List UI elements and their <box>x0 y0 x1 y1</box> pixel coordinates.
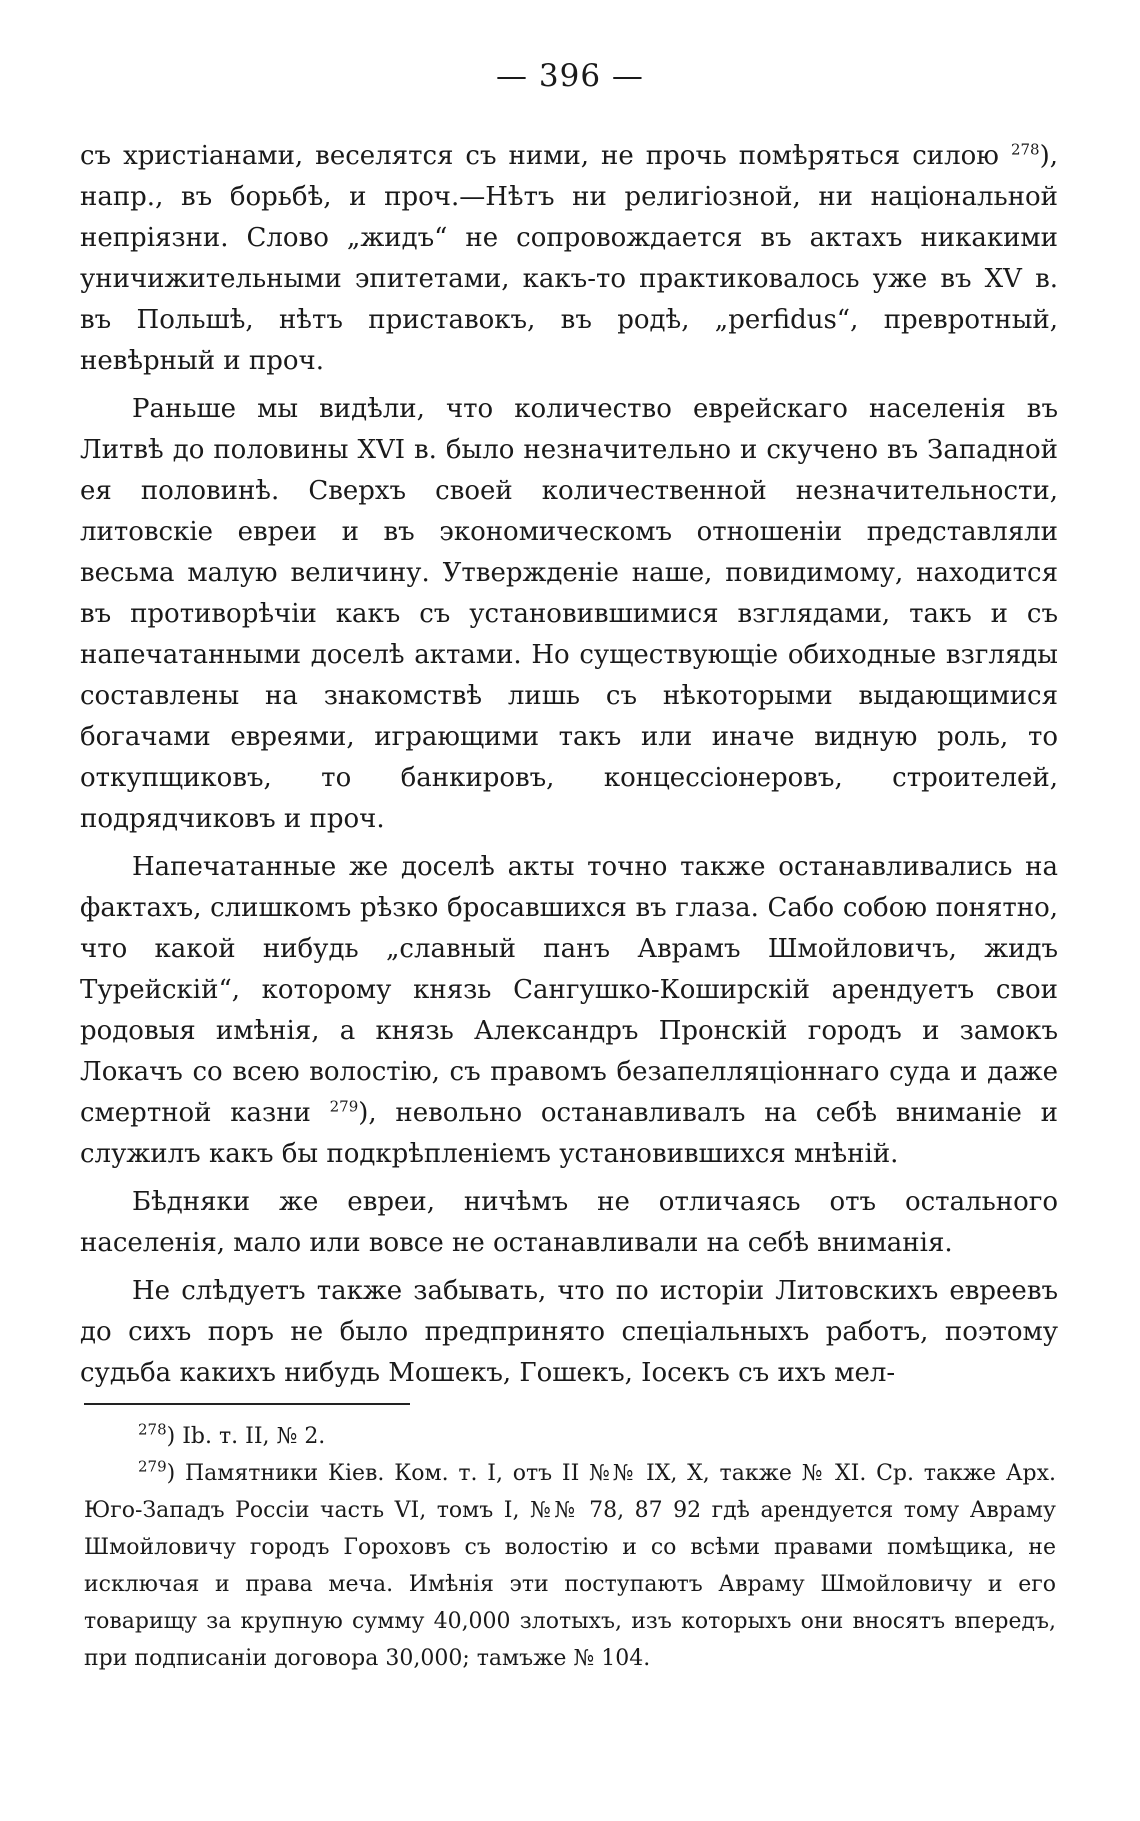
paragraph-2: Раньше мы видѣли, что количество еврейскаго населенія въ Литвѣ до половины XVI в. было незначительно и скучено въ Западной ея половинѣ. Сверхъ своей количественной незначительности, литовскіе евреи и въ экономическомъ отношеніи представляли весьма малую величину. Утвержденіе наше, повидимому, находится въ противорѣчіи какъ съ установившимися взглядами, такъ и съ напечатанными доселѣ актами. Но существующіе обиходные взгляды составлены на знакомствѣ лишь съ нѣкоторыми выдающимися богачами евреями, играющими такъ или иначе видную роль, то откупщиковъ, то банкировъ, концессіонеровъ, строителей, подрядчиковъ и проч. <box>80 394 1058 834</box>
footnote-ref-278: 278 <box>1010 140 1040 159</box>
footnote-278 <box>84 1418 1056 1455</box>
footnote-279 <box>84 1455 1056 1677</box>
footnote-number: 279 <box>138 1457 167 1476</box>
footnote-divider <box>84 1403 410 1405</box>
paragraph-5: Не слѣдуетъ также забывать, что по исторіи Литовскихъ евреевъ до сихъ поръ не было предпринято спеціальныхъ работъ, поэтому судьба какихъ нибудь Мошекъ, Гошекъ, Іосекъ съ ихъ мел- <box>80 1276 1058 1388</box>
paragraph-4: Бѣдняки же евреи, ничѣмъ не отличаясь отъ остального населенія, мало или вовсе не останавливали на себѣ вниманія. <box>80 1187 1058 1258</box>
paragraph-1 <box>80 136 1058 382</box>
paragraph-1-text-a: съ христіанами, веселятся съ ними, не прочь помѣряться силою <box>80 141 1011 171</box>
footnotes <box>84 1418 1056 1677</box>
footnote-ref-279: 279 <box>329 1097 359 1116</box>
footnote-number: 278 <box>138 1420 167 1439</box>
footnote-text: ) Памятники Кіев. Ком. т. I, отъ II №№ IX, X, также № XI. Ср. также Арх. Юго-Западъ Россіи часть VI, томъ I, №№ 78, 87 92 гдѣ арендуется тому Авраму Шмойловичу городъ Гороховъ съ волостію и со всѣми правами помѣщика, не исключая и права меча. Имѣнія эти поступаютъ Авраму Шмойловичу и его товарищу за крупную сумму 40,000 злотыхъ, изъ которыхъ они вносятъ впередъ, при подписаніи договора 30,000; тамъже № 104. <box>84 1461 1056 1671</box>
paragraph-3-text-b: ), невольно останавливалъ на себѣ вниманіе и служилъ какъ бы подкрѣпленіемъ установившихся мнѣній. <box>80 1098 1058 1169</box>
paragraph-1-text-b: ), напр., въ борьбѣ, и проч.—Нѣтъ ни религіозной, ни національной непріязни. Слово „жидъ“ не сопровождается въ актахъ никакими уничижительными эпитетами, какъ-то практиковалось уже въ XV в. въ Польшѣ, нѣтъ приставокъ, въ родѣ, „perfidus“, превротный, невѣрный и проч. <box>80 141 1058 376</box>
page-number: — 396 — <box>496 58 644 94</box>
main-text <box>80 136 1058 1401</box>
paragraph-3-text-a: Напечатанные же доселѣ акты точно также останавливались на фактахъ, слишкомъ рѣзко бросавшихся въ глаза. Сабо собою понятно, что какой нибудь „славный панъ Аврамъ Шмойловичъ, жидъ Турейскій“, которому князь Сангушко-Коширскій арендуетъ свои родовыя имѣнія, а князь Александръ Пронскій городъ и замокъ Локачъ со всею волостію, съ правомъ безапелляціоннаго суда и даже смертной казни <box>80 852 1058 1128</box>
footnote-text: ) Ib. т. II, № 2. <box>166 1424 326 1449</box>
paragraph-3 <box>80 847 1058 1175</box>
